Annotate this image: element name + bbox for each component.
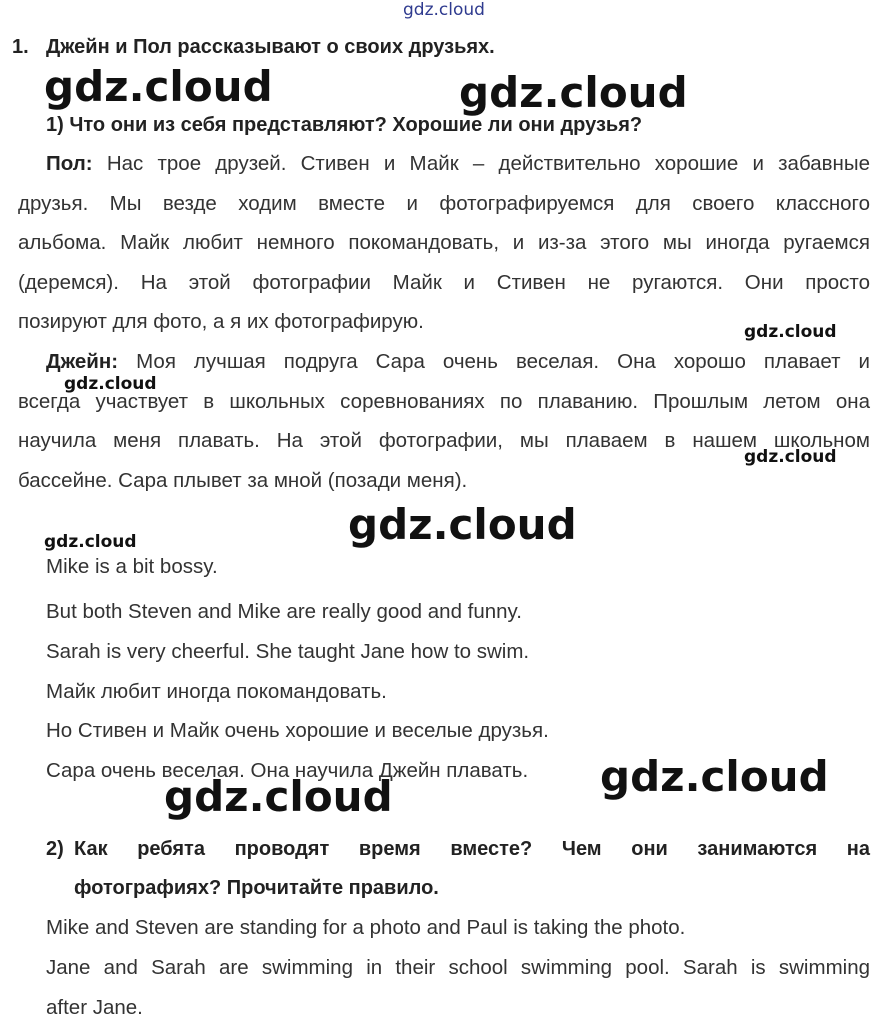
answer-line: Но Стивен и Майк очень хорошие и веселые друзья. (46, 719, 549, 742)
task-title: Джейн и Пол рассказывают о своих друзьях. (46, 36, 495, 58)
answer-line: Сара очень веселая. Она научила Джейн плавать. (46, 759, 529, 782)
answer2-line: Mike and Steven are standing for a photo and Paul is taking the photo. (46, 916, 686, 939)
answer-line: Майк любит иногда покомандовать. (46, 680, 387, 703)
watermark-small: gdz.cloud (744, 447, 837, 467)
task-number: 1. (12, 36, 29, 58)
watermark-top: gdz.cloud (403, 0, 485, 20)
watermark-big: gdz.cloud (459, 68, 688, 117)
answer2-line: after Jane. (46, 996, 143, 1019)
jane-line: Джейн: Моя лучшая подруга Сара очень веселая. Она хорошо плавает и (46, 350, 870, 373)
question-2-line: Как ребята проводят время вместе? Чем они занимаются на (74, 838, 870, 860)
paul-line: альбома. Майк любит немного покомандовать, и из-за этого мы иногда ругаемся (18, 231, 870, 254)
paul-line: Пол: Нас трое друзей. Стивен и Майк – действительно хорошие и забавные (46, 152, 870, 175)
watermark-small: gdz.cloud (744, 322, 837, 342)
jane-line: научила меня плавать. На этой фотографии, мы плаваем в нашем школьном (18, 429, 870, 452)
speaker-paul: Пол: (46, 152, 93, 175)
watermark-big: gdz.cloud (348, 500, 577, 549)
jane-line: всегда участвует в школьных соревнованиях по плаванию. Прошлым летом она (18, 389, 870, 413)
answer-line: Sarah is very cheerful. She taught Jane how to swim. (46, 640, 530, 663)
question-2-line: фотографиях? Прочитайте правило. (74, 877, 439, 899)
jane-line: бассейне. Сара плывет за мной (позади меня). (18, 468, 468, 492)
paul-line: позируют для фото, а я их фотографирую. (18, 310, 424, 333)
question-2-number: 2) (46, 838, 64, 860)
speaker-jane: Джейн: (46, 350, 119, 373)
watermark-small: gdz.cloud (44, 532, 137, 552)
jane-paragraph (18, 342, 870, 500)
paul-line: друзья. Мы везде ходим вместе и фотографируемся для своего классного (18, 191, 870, 215)
watermark-big: gdz.cloud (44, 62, 273, 111)
watermark-big: gdz.cloud (600, 752, 829, 801)
watermark-small: gdz.cloud (64, 374, 157, 394)
paul-paragraph (18, 144, 870, 342)
question-1: 1) Что они из себя представляют? Хорошие ли они друзья? (46, 114, 643, 136)
paul-line: (деремся). На этой фотографии Майк и Стивен не ругаются. Они просто (18, 270, 870, 294)
answer-line: Mike is a bit bossy. (46, 555, 218, 578)
answer-line: But both Steven and Mike are really good and funny. (46, 600, 522, 623)
answer2-line: Jane and Sarah are swimming in their school swimming pool. Sarah is swimming (46, 956, 870, 979)
watermark-big: gdz.cloud (164, 772, 393, 821)
